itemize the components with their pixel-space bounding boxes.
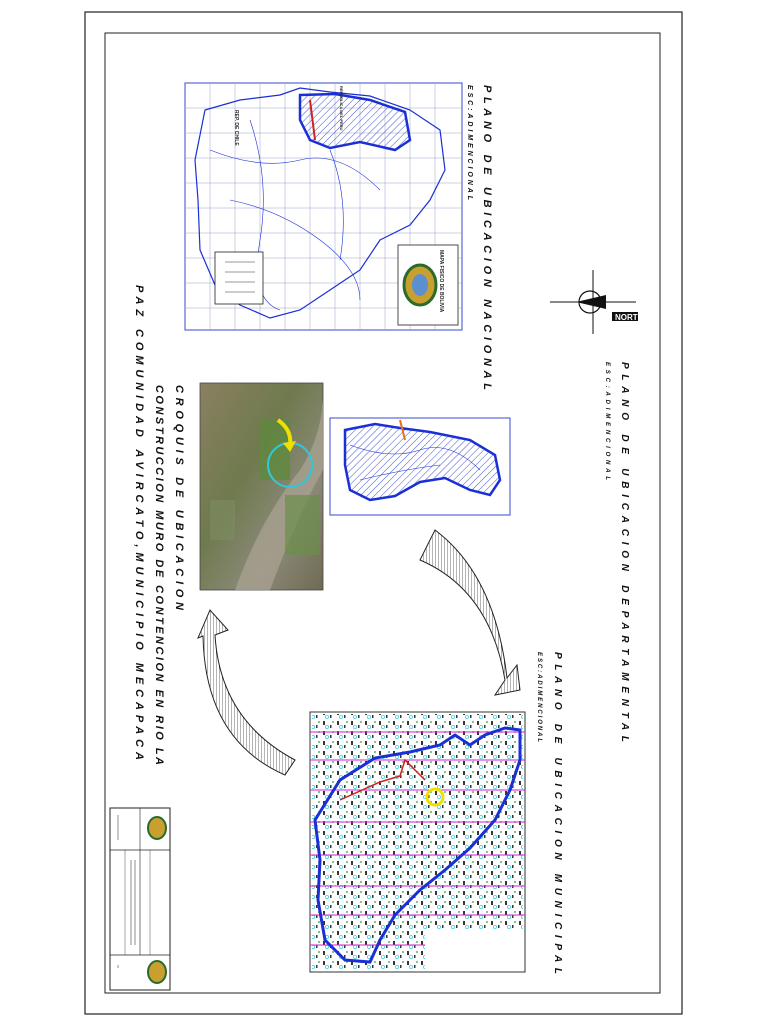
national-legend xyxy=(215,252,263,304)
municipal-map xyxy=(310,712,525,972)
north-label: NORTE xyxy=(615,313,643,322)
scale-nacional: ESC:ADIMENCIONAL xyxy=(466,85,473,200)
departmental-map xyxy=(330,418,510,515)
department-emblem-icon xyxy=(148,961,166,983)
title-plano-municipal: PLANO DE UBICACION MUNICIPAL xyxy=(552,652,563,974)
project-description-line2: PAZ COMUNIDAD AVIRCATO,MUNICIPIO MECAPACA xyxy=(133,285,145,760)
north-arrow xyxy=(550,270,644,334)
national-map xyxy=(185,83,462,330)
scale-departamental: ESC:ADIMENCIONAL xyxy=(604,362,610,480)
national-map-title: MAPA FISICO DE BOLIVIA xyxy=(438,250,444,313)
chile-label: REP. DE CHILE xyxy=(233,110,239,146)
peru-label: REPUBLICA DEL PERU xyxy=(339,86,344,131)
arrow-to-croquis xyxy=(198,610,295,775)
arrow-to-municipal xyxy=(420,530,520,695)
municipal-emblem-icon xyxy=(148,817,166,839)
satellite-croquis xyxy=(200,383,323,590)
title-block xyxy=(110,808,170,990)
scale-municipal: ESC:ADIMENCIONAL xyxy=(536,652,542,742)
title-croquis: CROQUIS DE UBICACION xyxy=(173,385,185,610)
title-plano-departamental: PLANO DE UBICACION DEPARTAMENTAL xyxy=(619,362,630,742)
project-description-line1: CONSTRUCCION MURO DE CONTENCION EN RIO LA xyxy=(153,385,165,765)
title-plano-nacional: PLANO DE UBICACION NACIONAL xyxy=(481,85,493,390)
